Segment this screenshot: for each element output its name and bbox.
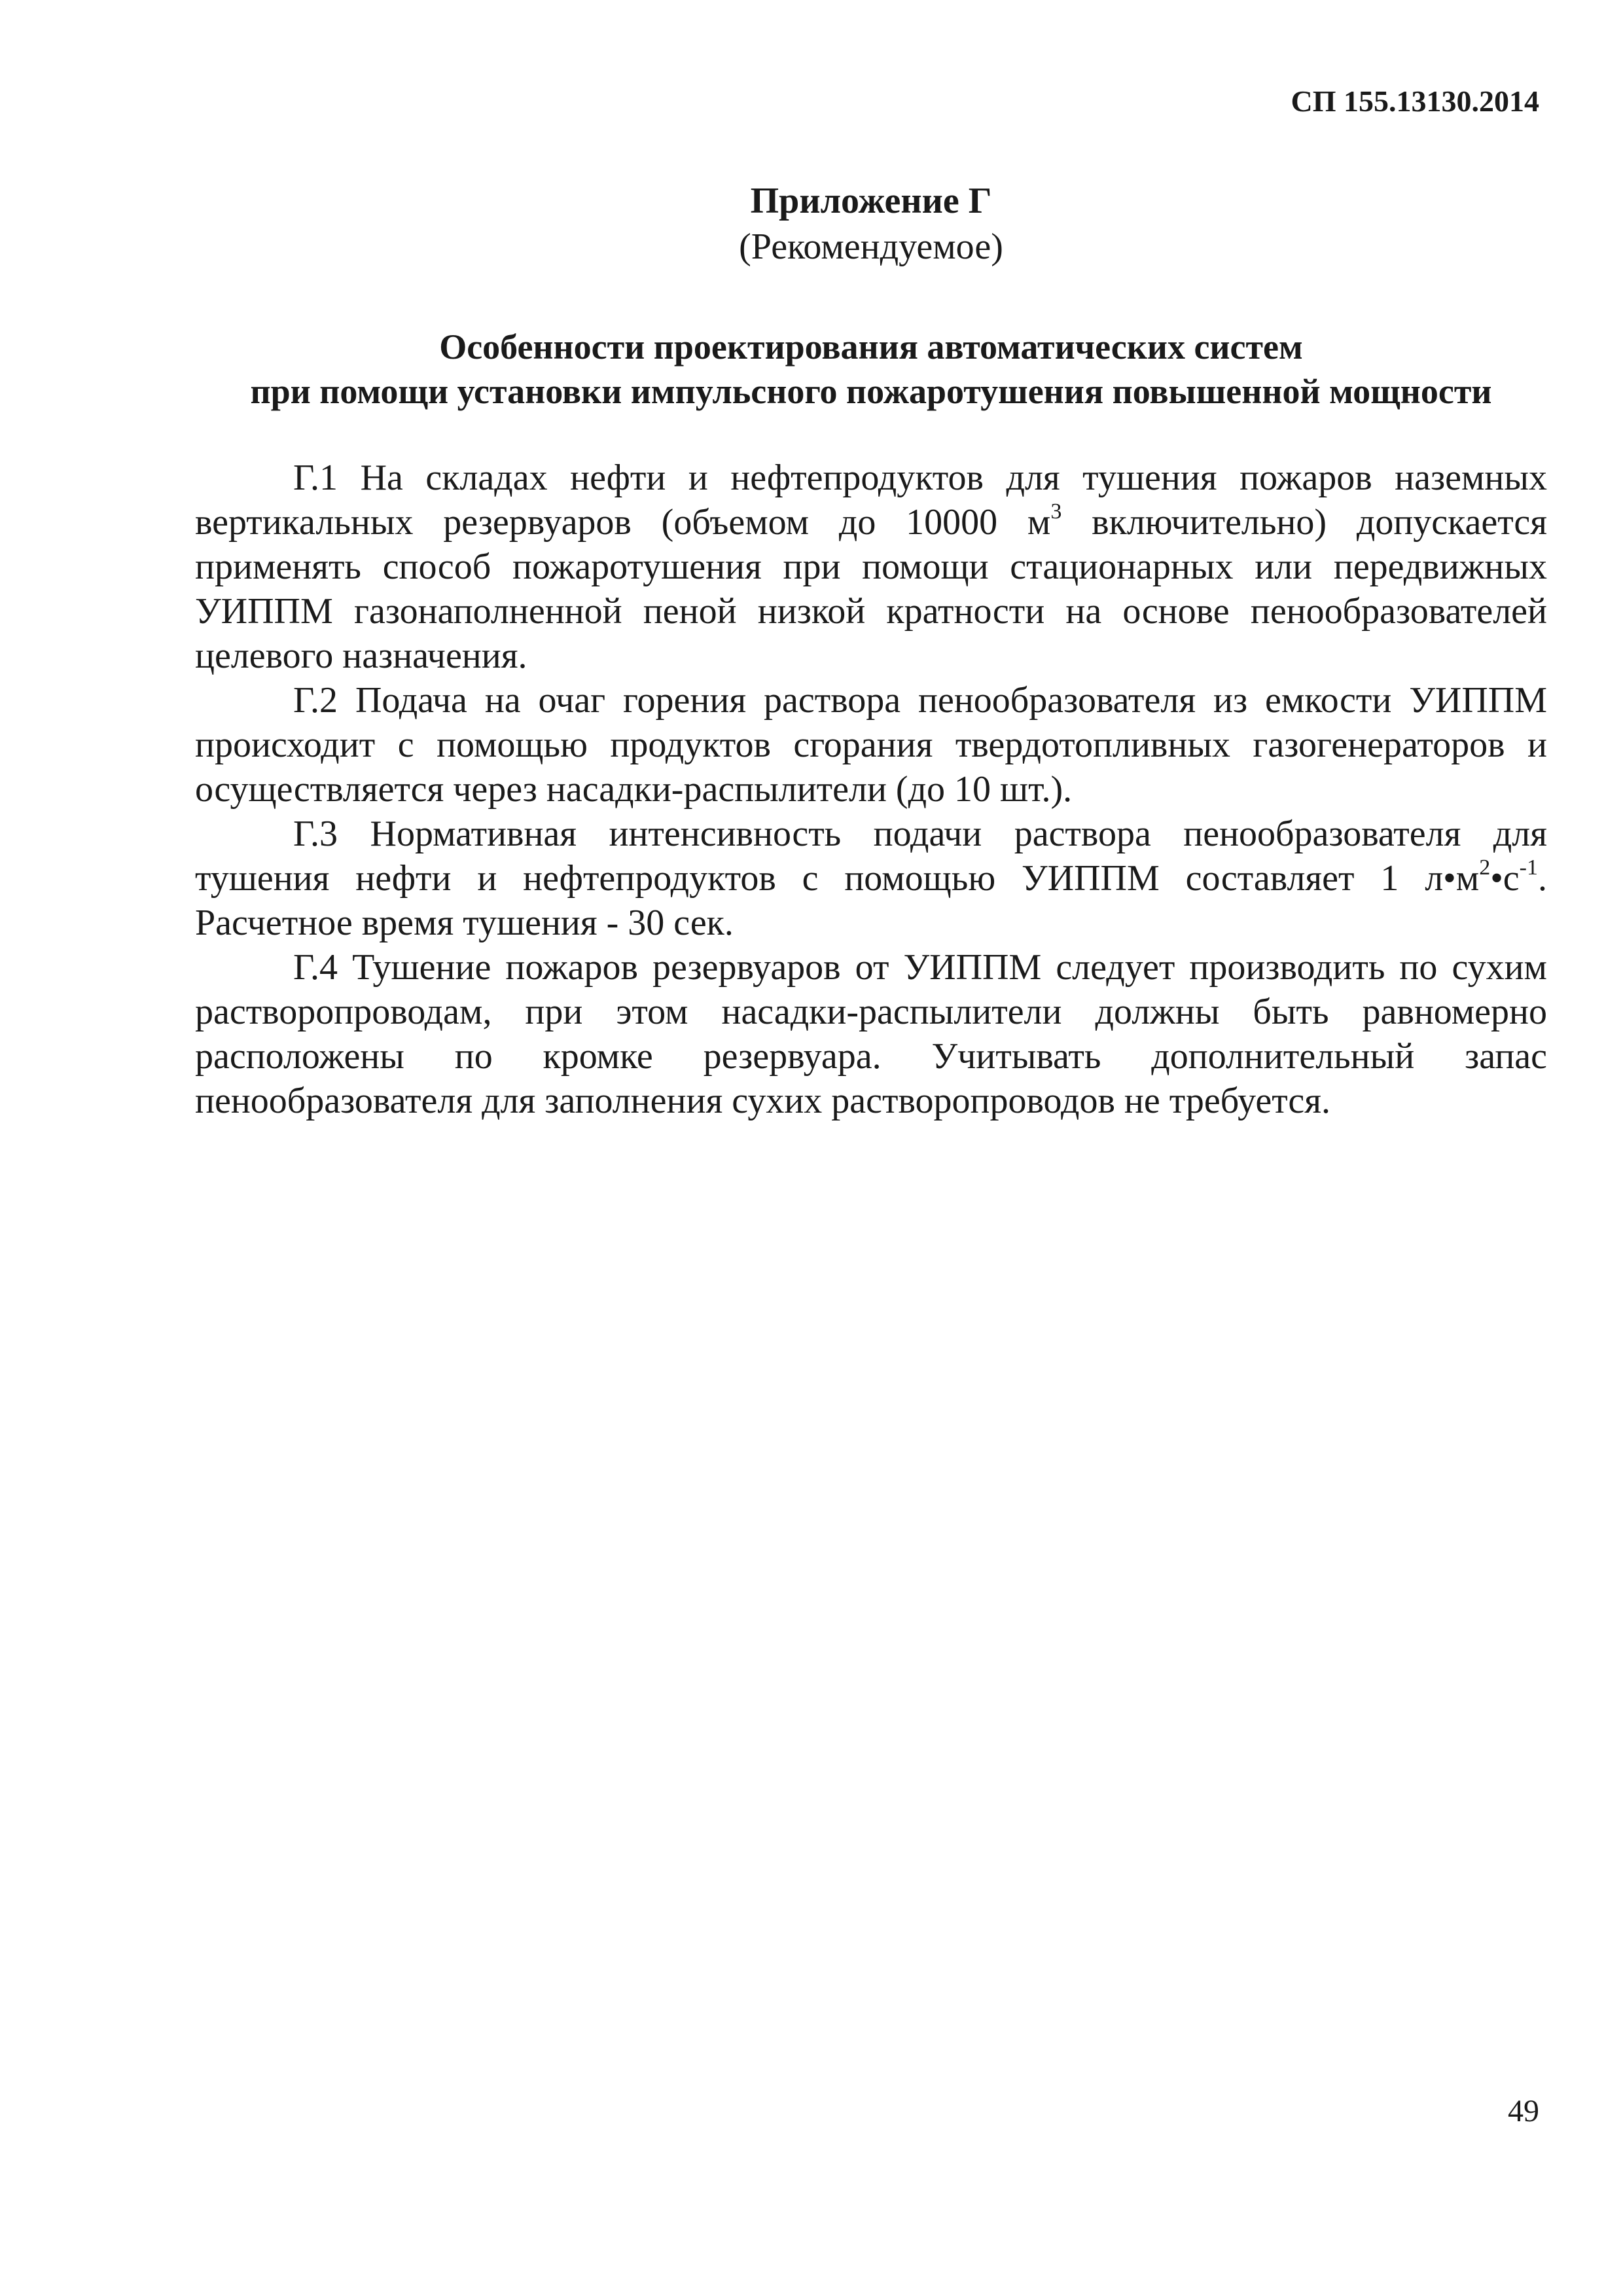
- section-title: [195, 325, 1547, 414]
- paragraph-g2: Г.2 Подача на очаг горения раствора пенообразователя из емкости УИППМ происходит с помощью продуктов сгорания твердотопливных газогенераторов и осуществляется через насадки-распылители (до 10 шт.).: [195, 680, 1547, 810]
- paragraph-g3-superscript-2: -1: [1519, 855, 1538, 880]
- paragraph-g3: [195, 812, 1547, 945]
- page-number: 49: [1508, 2094, 1539, 2128]
- paragraph-g3-text-2: •с: [1490, 858, 1520, 899]
- appendix-title: Приложение Г: [750, 181, 992, 221]
- section-title-line-1: Особенности проектирования автоматических систем: [439, 327, 1303, 367]
- body-text: [195, 456, 1547, 1123]
- paragraph-g1-text-1: Г.1 На складах нефти и нефтепродуктов для тушения пожаров наземных вертикальных резервуаров (объемом до 10000 м: [195, 457, 1547, 543]
- paragraph-g4: Г.4 Тушение пожаров резервуаров от УИППМ следует производить по сухим растворопроводам, при этом насадки-распылители должны быть равномерно расположены по кромке резервуара. Учитывать дополнительный запас пенообразователя для заполнения сухих растворопроводов не требуется.: [195, 947, 1547, 1121]
- paragraph-g3-text-3: . Расчетное время тушения - 30 сек.: [195, 858, 1547, 943]
- paragraph-g1-text-2: включительно) допускается применять способ пожаротушения при помощи стационарных или передвижных УИППМ газонаполненной пеной низкой кратности на основе пенообразователей целевого назначения.: [195, 502, 1547, 676]
- appendix-status: (Рекомендуемое): [739, 226, 1003, 267]
- document-code: СП 155.13130.2014: [1291, 84, 1539, 118]
- paragraph-g1: [195, 456, 1547, 678]
- paragraph-g3-superscript-1: 2: [1479, 855, 1491, 880]
- paragraph-g1-superscript: 3: [1050, 499, 1062, 524]
- appendix-heading: [195, 178, 1547, 414]
- section-title-line-2: при помощи установки импульсного пожаротушения повышенной мощности: [250, 372, 1492, 411]
- paragraph-g3-text-1: Г.3 Нормативная интенсивность подачи раствора пенообразователя для тушения нефти и нефтепродуктов с помощью УИППМ составляет 1 л•м: [195, 814, 1547, 899]
